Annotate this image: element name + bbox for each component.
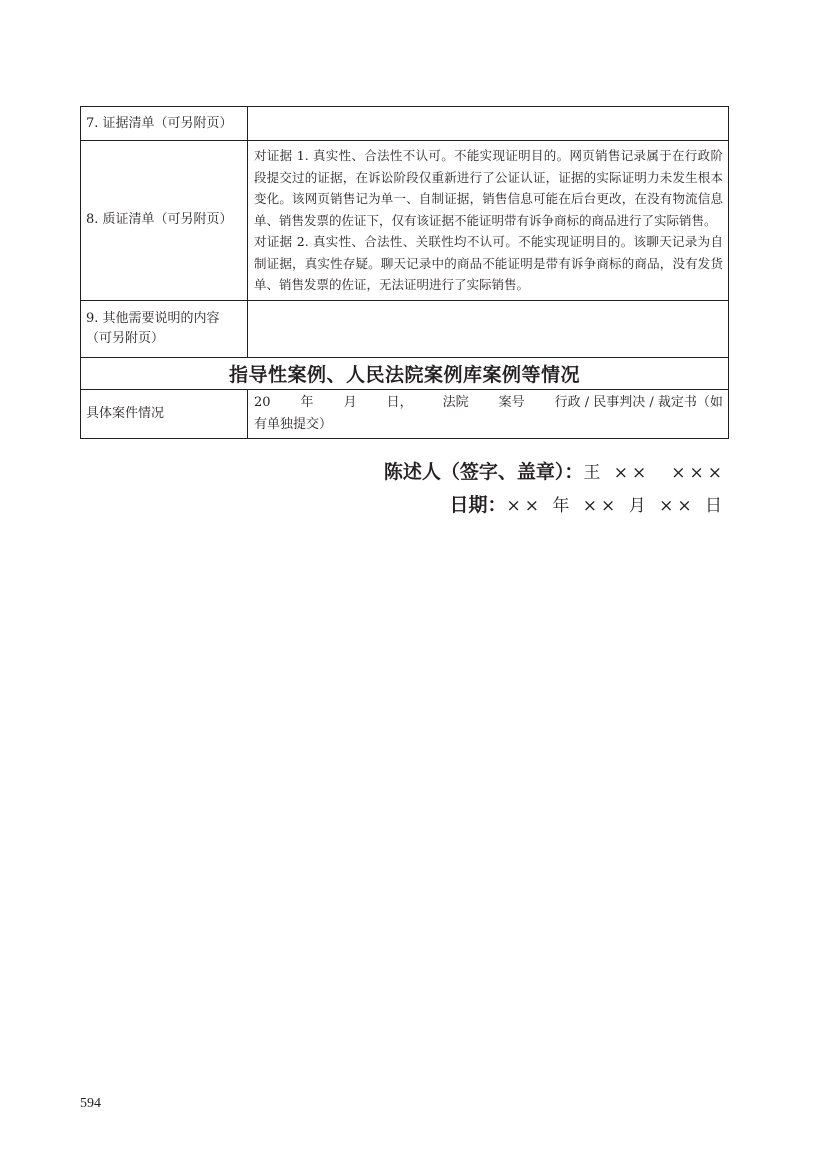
- section-header-row: [81, 357, 729, 389]
- case-info-line-1: [254, 392, 723, 414]
- signer-line: [384, 456, 726, 489]
- signer-value: 王 ×× ×××: [583, 463, 726, 483]
- case-court: 法院: [442, 394, 469, 410]
- cross-exam-paragraph-2: 对证据 2. 真实性、合法性、关联性均不认可。不能实现证明目的。该聊天记录为自制证据，真实性存疑。聊天记录中的商品不能证明是带有诉争商标的商品，没有发货单、销售发票的佐证，无法证明进行了实际销售。: [254, 234, 723, 292]
- statement-form-table: [80, 106, 729, 439]
- other-notes-value: [248, 300, 729, 357]
- evidence-list-value: [248, 107, 729, 141]
- cross-exam-label: 8. 质证清单（可另附页）: [81, 141, 248, 301]
- evidence-list-label: 7. 证据清单（可另附页）: [81, 107, 248, 141]
- case-info-label: 具体案件情况: [81, 389, 248, 438]
- case-date-year: 20: [254, 394, 271, 410]
- date-line: [384, 489, 726, 522]
- other-notes-label: 9. 其他需要说明的内容（可另附页）: [81, 300, 248, 357]
- case-info-line-2: 有单独提交）: [254, 416, 333, 432]
- case-number: 案号: [498, 394, 525, 410]
- signer-label: 陈述人（签字、盖章）：: [383, 461, 584, 483]
- case-judgment-type: 行政 / 民事判决 / 裁定书（如: [554, 394, 723, 410]
- case-date-day-unit: 日，: [386, 394, 413, 410]
- signature-block: [384, 456, 726, 522]
- case-date-year-unit: 年: [300, 394, 314, 410]
- case-date-month-unit: 月: [343, 394, 357, 410]
- page-number: 594: [80, 1096, 101, 1111]
- other-notes-row: [81, 300, 729, 357]
- cross-exam-value: [248, 141, 729, 301]
- evidence-list-row: [81, 107, 729, 141]
- cross-exam-paragraph-1: 对证据 1. 真实性、合法性不认可。不能实现证明目的。网页销售记录属于在行政阶段提交过的证据，在诉讼阶段仅重新进行了公证认证，证据的实际证明力未发生根本变化。该网页销售记为单一、自制证据，销售信息可能在后台更改，在没有物流信息单、销售发票的佐证下，仅有该证据不能证明带有诉争商标的商品进行了实际销售。: [254, 148, 723, 228]
- case-info-row: [81, 389, 729, 438]
- case-info-value: [248, 389, 729, 438]
- date-value: ×× 年 ×× 月 ×× 日: [506, 496, 726, 516]
- cross-exam-row: [81, 141, 729, 301]
- section-title: 指导性案例、人民法院案例库案例等情况: [81, 357, 729, 389]
- date-label: 日期：: [449, 494, 507, 516]
